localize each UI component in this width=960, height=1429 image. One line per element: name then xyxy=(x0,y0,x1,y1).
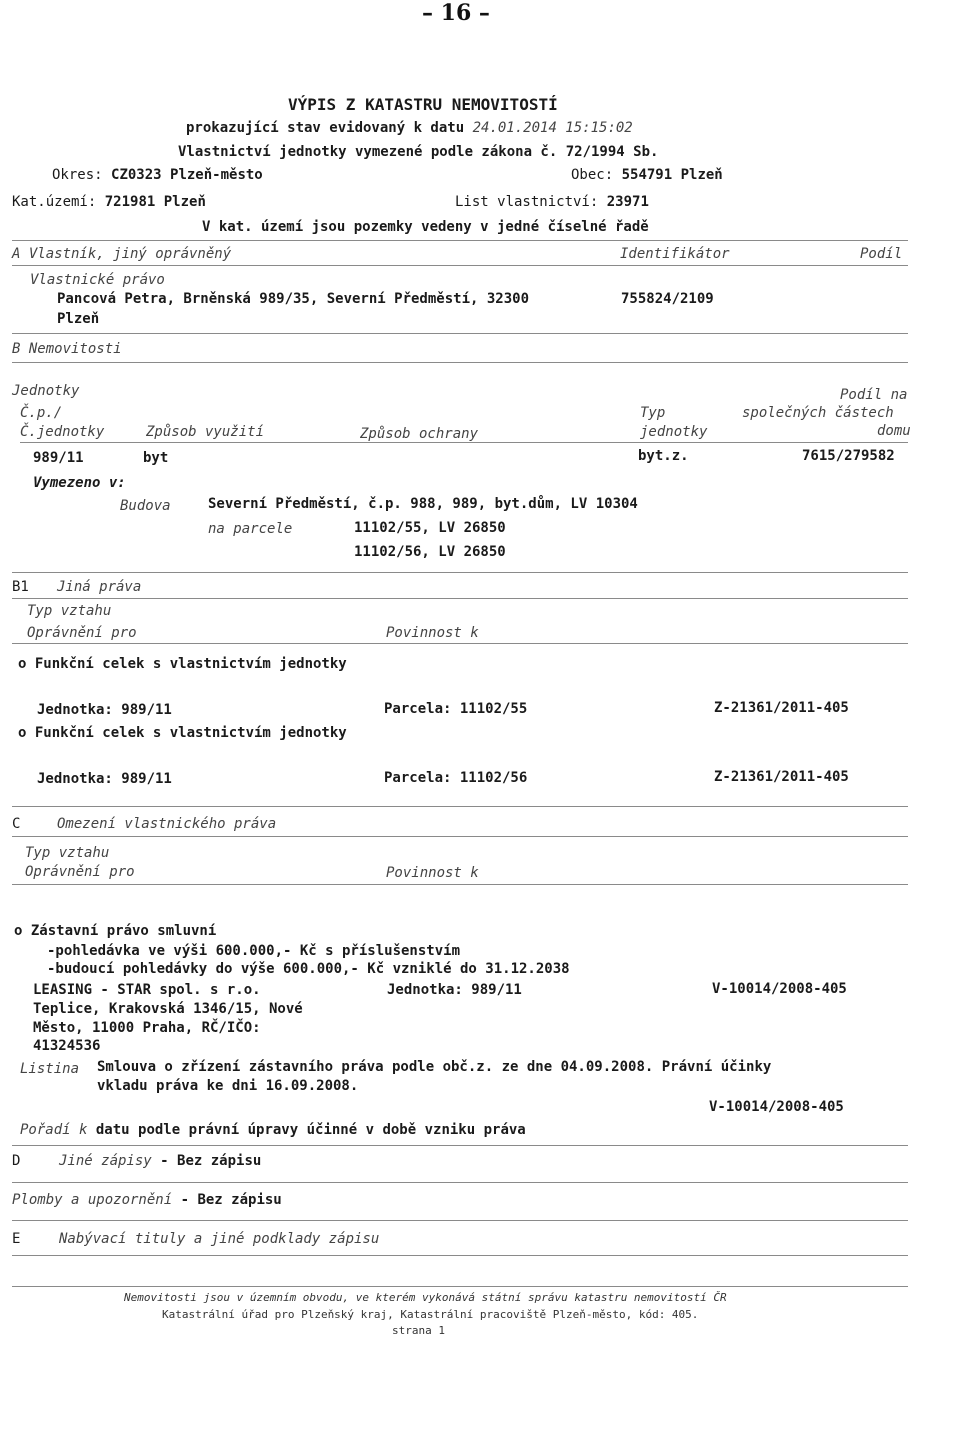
state-line xyxy=(186,121,633,135)
b1-item-2: o Funkční celek s vlastnictvím jednotky xyxy=(18,725,347,741)
unit-share: 7615/279582 xyxy=(802,448,895,464)
okres-row xyxy=(52,168,263,182)
divider xyxy=(12,265,908,266)
lv-value: 23971 xyxy=(606,194,649,210)
plomby-heading: Plomby a upozornění xyxy=(12,1192,173,1208)
plomby-value: - Bez zápisu xyxy=(180,1192,282,1208)
number-series-line: V kat. území jsou pozemky vedeny v jedné číselné řadě xyxy=(202,219,649,235)
col-jednotky: jednotky xyxy=(640,424,708,440)
divider xyxy=(12,806,908,807)
col-podil: Podíl xyxy=(860,246,903,262)
divider xyxy=(12,884,908,885)
katuzemi-label: Kat.území: xyxy=(12,194,97,210)
divider xyxy=(12,598,908,599)
c-item-line-1: -pohledávka ve výši 600.000,- Kč s příslušenstvím xyxy=(47,943,461,959)
unit-number: 989/11 xyxy=(33,450,84,466)
poradi-row xyxy=(20,1123,526,1137)
jednotky-heading: Jednotky xyxy=(12,383,80,399)
owner-line-2: Plzeň xyxy=(57,311,100,327)
b1-opravneni-pro: Oprávnění pro xyxy=(27,625,137,641)
owner-identifikator: 755824/2109 xyxy=(621,291,714,307)
katuzemi-row xyxy=(12,195,206,209)
section-e-code: E xyxy=(12,1231,21,1247)
divider xyxy=(12,333,908,334)
col-zpusob-vyuziti: Způsob využití xyxy=(146,424,265,440)
col-cp: Č.p./ xyxy=(20,405,63,421)
section-a-heading: A Vlastník, jiný oprávněný xyxy=(12,246,232,262)
section-d-code: D xyxy=(12,1153,21,1169)
section-c-code: C xyxy=(12,816,21,832)
unit-usage: byt xyxy=(143,450,169,466)
listina-ref: V-10014/2008-405 xyxy=(709,1099,844,1115)
col-typ: Typ xyxy=(640,405,666,421)
okres-label: Okres: xyxy=(52,167,103,183)
poradi-label: Pořadí k xyxy=(20,1122,88,1138)
c-item-jednotka: Jednotka: 989/11 xyxy=(387,982,522,998)
section-e-heading: Nabývací tituly a jiné podklady zápisu xyxy=(59,1231,380,1247)
obec-row xyxy=(571,168,723,182)
footer-line-1: Nemovitosti jsou v územním obvodu, ve kterém vykonává státní správu katastru nemovitostí ČR xyxy=(124,1291,727,1304)
section-d-value: - Bez zápisu xyxy=(160,1153,262,1169)
footer-line-3: strana 1 xyxy=(392,1324,445,1337)
divider xyxy=(12,572,908,573)
divider xyxy=(12,1145,908,1146)
section-d-heading: Jiné zápisy xyxy=(59,1153,152,1169)
poradi-text: datu podle právní úpravy účinné v době vzniku práva xyxy=(95,1122,526,1138)
b1-item-2-ref: Z-21361/2011-405 xyxy=(714,769,849,785)
vymezeno-label: Vymezeno v: xyxy=(33,475,126,491)
budova-value: Severní Předměstí, č.p. 988, 989, byt.dům, LV 10304 xyxy=(208,496,638,512)
divider xyxy=(12,362,908,363)
c-typ-vztahu: Typ vztahu xyxy=(25,845,110,861)
listina-text: Smlouva o zřízení zástavního práva podle obč.z. ze dne 04.09.2008. Právní účinky xyxy=(97,1059,772,1075)
col-zpusob-ochrany: Způsob ochrany xyxy=(360,426,479,442)
b1-item-2-jednotka: Jednotka: 989/11 xyxy=(37,771,172,787)
parcela-2: 11102/56, LV 26850 xyxy=(354,544,506,560)
b1-item-2-parcela: Parcela: 11102/56 xyxy=(384,770,528,786)
col-podil-na: Podíl na xyxy=(840,387,908,403)
b1-item-1-ref: Z-21361/2011-405 xyxy=(714,700,849,716)
divider xyxy=(12,1182,908,1183)
b1-typ-vztahu: Typ vztahu xyxy=(27,603,112,619)
parcele-label: na parcele xyxy=(208,521,293,537)
katuzemi-value: 721981 Plzeň xyxy=(104,194,206,210)
page-number: – 16 – xyxy=(422,0,490,26)
okres-value: CZ0323 Plzeň-město xyxy=(111,167,263,183)
c-povinnost-k: Povinnost k xyxy=(386,865,479,881)
section-b-heading: B Nemovitosti xyxy=(12,341,122,357)
col-identifikator: Identifikátor xyxy=(620,246,730,262)
divider xyxy=(12,836,908,837)
creditor-line-3: Město, 11000 Praha, RČ/IČO: xyxy=(33,1020,261,1036)
budova-label: Budova xyxy=(120,498,171,514)
divider xyxy=(12,240,908,241)
lv-row xyxy=(455,195,649,209)
c-opravneni-pro: Oprávnění pro xyxy=(25,864,135,880)
c-item-ref: V-10014/2008-405 xyxy=(712,981,847,997)
col-cjednotky: Č.jednotky xyxy=(20,424,105,440)
document-title: VÝPIS Z KATASTRU NEMOVITOSTÍ xyxy=(288,95,558,114)
section-c-heading: Omezení vlastnického práva xyxy=(57,816,277,832)
state-date: 24.01.2014 15:15:02 xyxy=(472,120,633,136)
listina-text-2: vkladu práva ke dni 16.09.2008. xyxy=(97,1078,359,1094)
creditor-line-2: Teplice, Krakovská 1346/15, Nové xyxy=(33,1001,303,1017)
divider xyxy=(12,643,908,644)
b1-item-1: o Funkční celek s vlastnictvím jednotky xyxy=(18,656,347,672)
col-spolecnych: společných částech xyxy=(742,405,894,421)
owner-line-1: Pancová Petra, Brněnská 989/35, Severní Předměstí, 32300 xyxy=(57,291,530,307)
b1-item-1-parcela: Parcela: 11102/55 xyxy=(384,701,528,717)
obec-label: Obec: xyxy=(571,167,614,183)
divider xyxy=(20,442,908,443)
section-d-row xyxy=(59,1154,261,1168)
c-item-title: o Zástavní právo smluvní xyxy=(14,923,217,939)
divider xyxy=(12,1220,908,1221)
section-b1-code: B1 xyxy=(12,579,29,595)
divider xyxy=(12,1255,908,1256)
plomby-row xyxy=(12,1193,282,1207)
footer-divider xyxy=(12,1286,908,1287)
unit-type: byt.z. xyxy=(638,448,689,464)
b1-povinnost-k: Povinnost k xyxy=(386,625,479,641)
lv-label: List vlastnictví: xyxy=(455,194,599,210)
parcela-1: 11102/55, LV 26850 xyxy=(354,520,506,536)
footer-line-2: Katastrální úřad pro Plzeňský kraj, Katastrální pracoviště Plzeň-město, kód: 405. xyxy=(162,1308,699,1321)
state-label: prokazující stav evidovaný k datu xyxy=(186,120,465,136)
b1-item-1-jednotka: Jednotka: 989/11 xyxy=(37,702,172,718)
creditor-line-1: LEASING - STAR spol. s r.o. xyxy=(33,982,261,998)
listina-label: Listina xyxy=(20,1061,80,1077)
vlastnicke-pravo-heading: Vlastnické právo xyxy=(30,272,165,288)
creditor-line-4: 41324536 xyxy=(33,1038,101,1054)
obec-value: 554791 Plzeň xyxy=(621,167,723,183)
c-item-line-2: -budoucí pohledávky do výše 600.000,- Kč vzniklé do 31.12.2038 xyxy=(47,961,570,977)
col-domu: domu xyxy=(877,423,911,439)
section-b1-heading: Jiná práva xyxy=(57,579,142,595)
ownership-line: Vlastnictví jednotky vymezené podle zákona č. 72/1994 Sb. xyxy=(178,144,659,160)
